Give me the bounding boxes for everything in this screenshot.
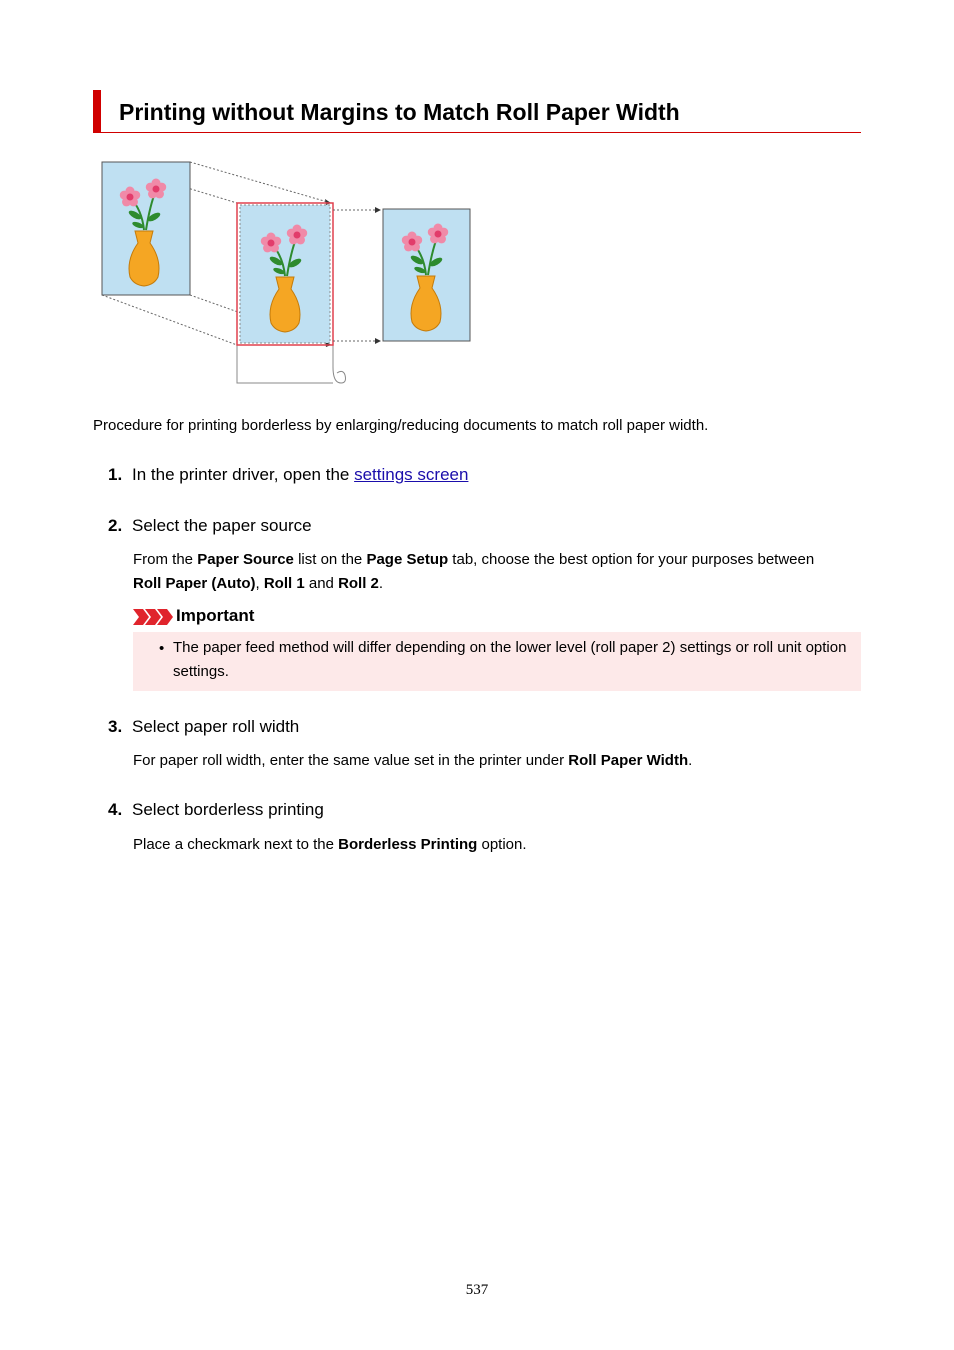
step-4-description	[133, 833, 527, 857]
step-number: 1.	[108, 465, 123, 484]
page-number: 537	[465, 1282, 489, 1298]
roll-2-term: Roll 2	[338, 575, 379, 592]
important-note-text: The paper feed method will differ depending on the lower level (roll paper 2) settings or roll unit option settings.	[173, 639, 847, 680]
step-3-description	[133, 749, 692, 773]
step-title: In the printer driver, open the	[132, 465, 355, 484]
important-chevrons-icon	[133, 609, 173, 625]
important-note-box	[133, 632, 861, 691]
text-run: .	[378, 575, 384, 592]
text-run: and	[304, 575, 339, 592]
step-2-description	[133, 548, 814, 596]
text-run: ,	[255, 575, 264, 592]
step-title: Select paper roll width	[132, 717, 300, 736]
borderless-printing-term: Borderless Printing	[338, 836, 478, 853]
step-title: Select the paper source	[132, 516, 312, 535]
page-title: Printing without Margins to Match Roll Paper Width	[119, 99, 680, 125]
step-number: 2.	[108, 516, 123, 535]
text-run: tab, choose the best option for your purposes between	[448, 551, 815, 568]
paper-source-term: Paper Source	[197, 551, 294, 568]
text-run: .	[688, 752, 693, 769]
borderless-roll-illustration	[97, 155, 477, 390]
step-number: 4.	[108, 800, 123, 819]
important-label: Important	[176, 606, 255, 625]
step-3	[108, 717, 299, 737]
roll-paper-width-term: Roll Paper Width	[568, 752, 689, 769]
step-1	[108, 465, 468, 485]
page-setup-term: Page Setup	[366, 551, 449, 568]
step-number: 3.	[108, 717, 123, 736]
settings-screen-link[interactable]: settings screen	[354, 465, 469, 484]
text-run: For paper roll width, enter the same value set in the printer under	[133, 752, 569, 769]
bullet-icon: •	[159, 640, 165, 657]
text-run: From the	[133, 551, 198, 568]
step-2	[108, 516, 312, 536]
roll-1-term: Roll 1	[263, 575, 305, 592]
page-title-bar	[93, 90, 861, 133]
step-4	[108, 800, 324, 820]
text-run: Place a checkmark next to the	[133, 836, 339, 853]
text-run: option.	[477, 836, 527, 853]
step-title: Select borderless printing	[132, 800, 324, 819]
roll-paper-auto-term: Roll Paper (Auto)	[133, 575, 256, 592]
intro-text: Procedure for printing borderless by enlarging/reducing documents to match roll paper width.	[93, 417, 709, 434]
text-run: list on the	[293, 551, 367, 568]
